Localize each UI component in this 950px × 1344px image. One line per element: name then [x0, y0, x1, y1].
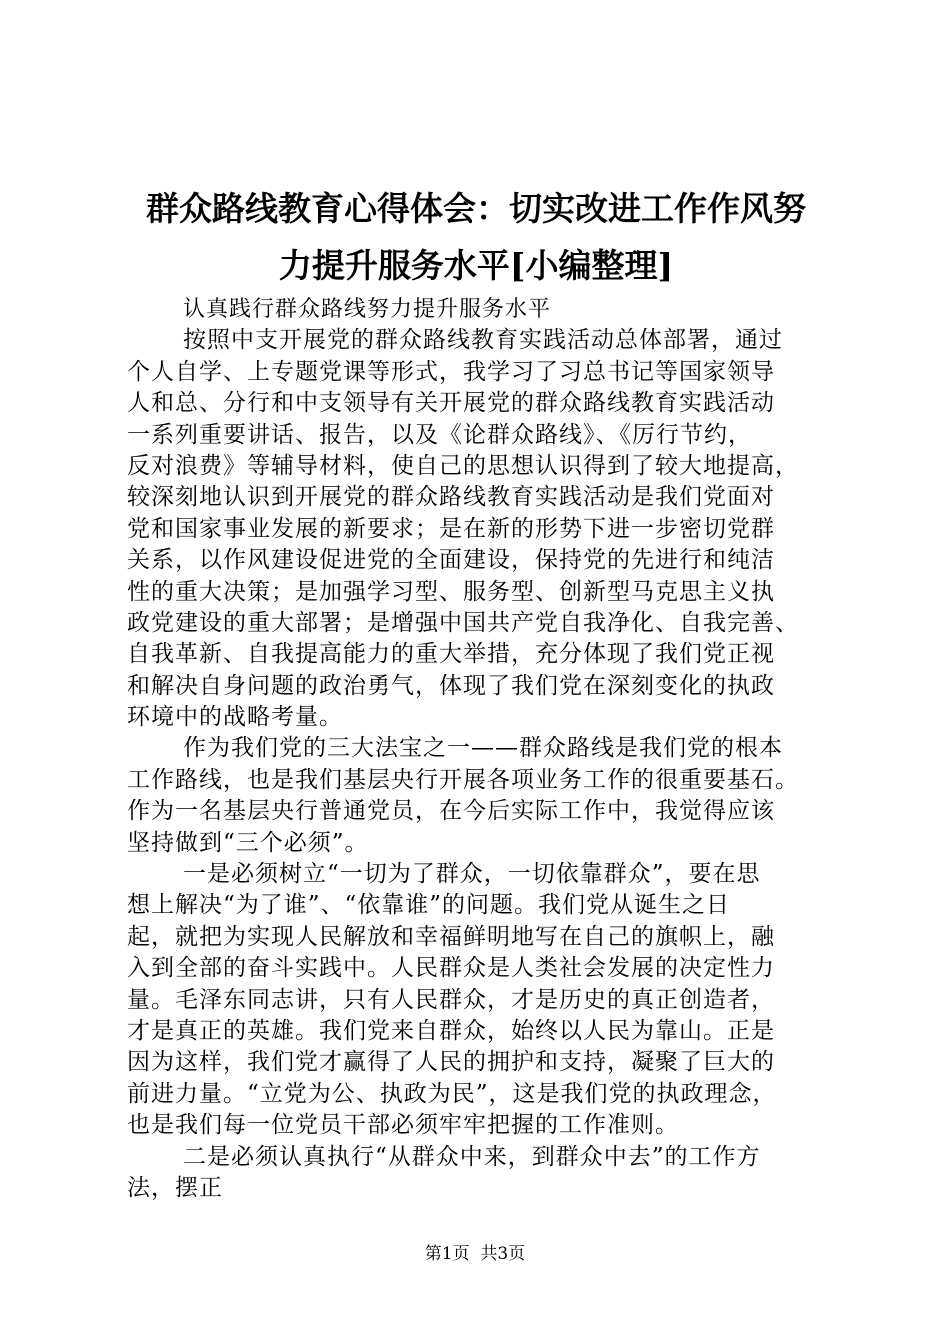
body-line: 因为这样，我们党才赢得了人民的拥护和支持，凝聚了巨大的 [127, 1049, 775, 1076]
body-line: 想上解决“为了谁”、“依靠谁”的问题。我们党从诞生之日 [127, 892, 731, 919]
body-line: 作为我们党的三大法宝之一——群众路线是我们党的根本 [183, 735, 783, 762]
body-line: 坚持做到“三个必须”。 [127, 829, 369, 856]
body-line: 一是必须树立“一切为了群众，一切依靠群众”，要在思 [183, 861, 761, 888]
body-line: 入到全部的奋斗实践中。人民群众是人类社会发展的决定性力 [127, 955, 775, 982]
body-line: 工作路线，也是我们基层央行开展各项业务工作的很重要基石。 [127, 766, 799, 793]
body-line: 作为一名基层央行普通党员，在今后实际工作中，我觉得应该 [127, 798, 775, 825]
title-line-1: 群众路线教育心得体会：切实改进工作作风努 [146, 189, 806, 228]
body-line: 反对浪费》等辅导材料，使自己的思想认识得到了较大地提高， [127, 452, 799, 479]
body-line: 自我革新、自我提高能力的重大举措，充分体现了我们党正视 [127, 641, 775, 668]
body-line: 量。毛泽东同志讲，只有人民群众，才是历史的真正创造者， [127, 986, 775, 1013]
body-line: 前进力量。“立党为公、执政为民”，这是我们党的执政理念， [127, 1080, 777, 1107]
document-title [120, 180, 832, 294]
page-footer: 第1页 共3页 [424, 1244, 526, 1264]
body-line: 个人自学、上专题党课等形式，我学习了习总书记等国家领导 [127, 358, 775, 385]
body-line: 性的重大决策；是加强学习型、服务型、创新型马克思主义执 [127, 578, 775, 605]
body-line: 一系列重要讲话、报告，以及《论群众路线》、《厉行节约， [127, 421, 752, 448]
body-line: 关系，以作风建设促进党的全面建设，保持党的先进行和纯洁 [127, 547, 775, 574]
body-line: 政党建设的重大部署；是增强中国共产党自我净化、自我完善、 [127, 609, 799, 636]
body-line: 二是必须认真执行“从群众中来，到群众中去”的工作方 [183, 1143, 761, 1170]
body-line: 党和国家事业发展的新要求；是在新的形势下进一步密切党群 [127, 515, 775, 542]
body-line: 人和总、分行和中支领导有关开展党的群众路线教育实践活动 [127, 390, 775, 417]
body-line: 法，摆正 [127, 1174, 223, 1201]
body-line: 环境中的战略考量。 [127, 704, 343, 731]
body-line: 较深刻地认识到开展党的群众路线教育实践活动是我们党面对 [127, 484, 775, 511]
body-line: 按照中支开展党的群众路线教育实践活动总体部署，通过 [183, 327, 783, 354]
document-subtitle: 认真践行群众路线努力提升服务水平 [183, 297, 552, 322]
body-line: 才是真正的英雄。我们党来自群众，始终以人民为靠山。正是 [127, 1017, 775, 1044]
body-line: 起，就把为实现人民解放和幸福鲜明地写在自己的旗帜上，融 [127, 923, 775, 950]
title-line-2: 力提升服务水平[小编整理] [278, 246, 674, 285]
body-line: 和解决自身问题的政治勇气，体现了我们党在深刻变化的执政 [127, 672, 775, 699]
document-body [127, 294, 847, 1204]
body-line: 也是我们每一位党员干部必须牢牢把握的工作准则。 [127, 1112, 679, 1139]
